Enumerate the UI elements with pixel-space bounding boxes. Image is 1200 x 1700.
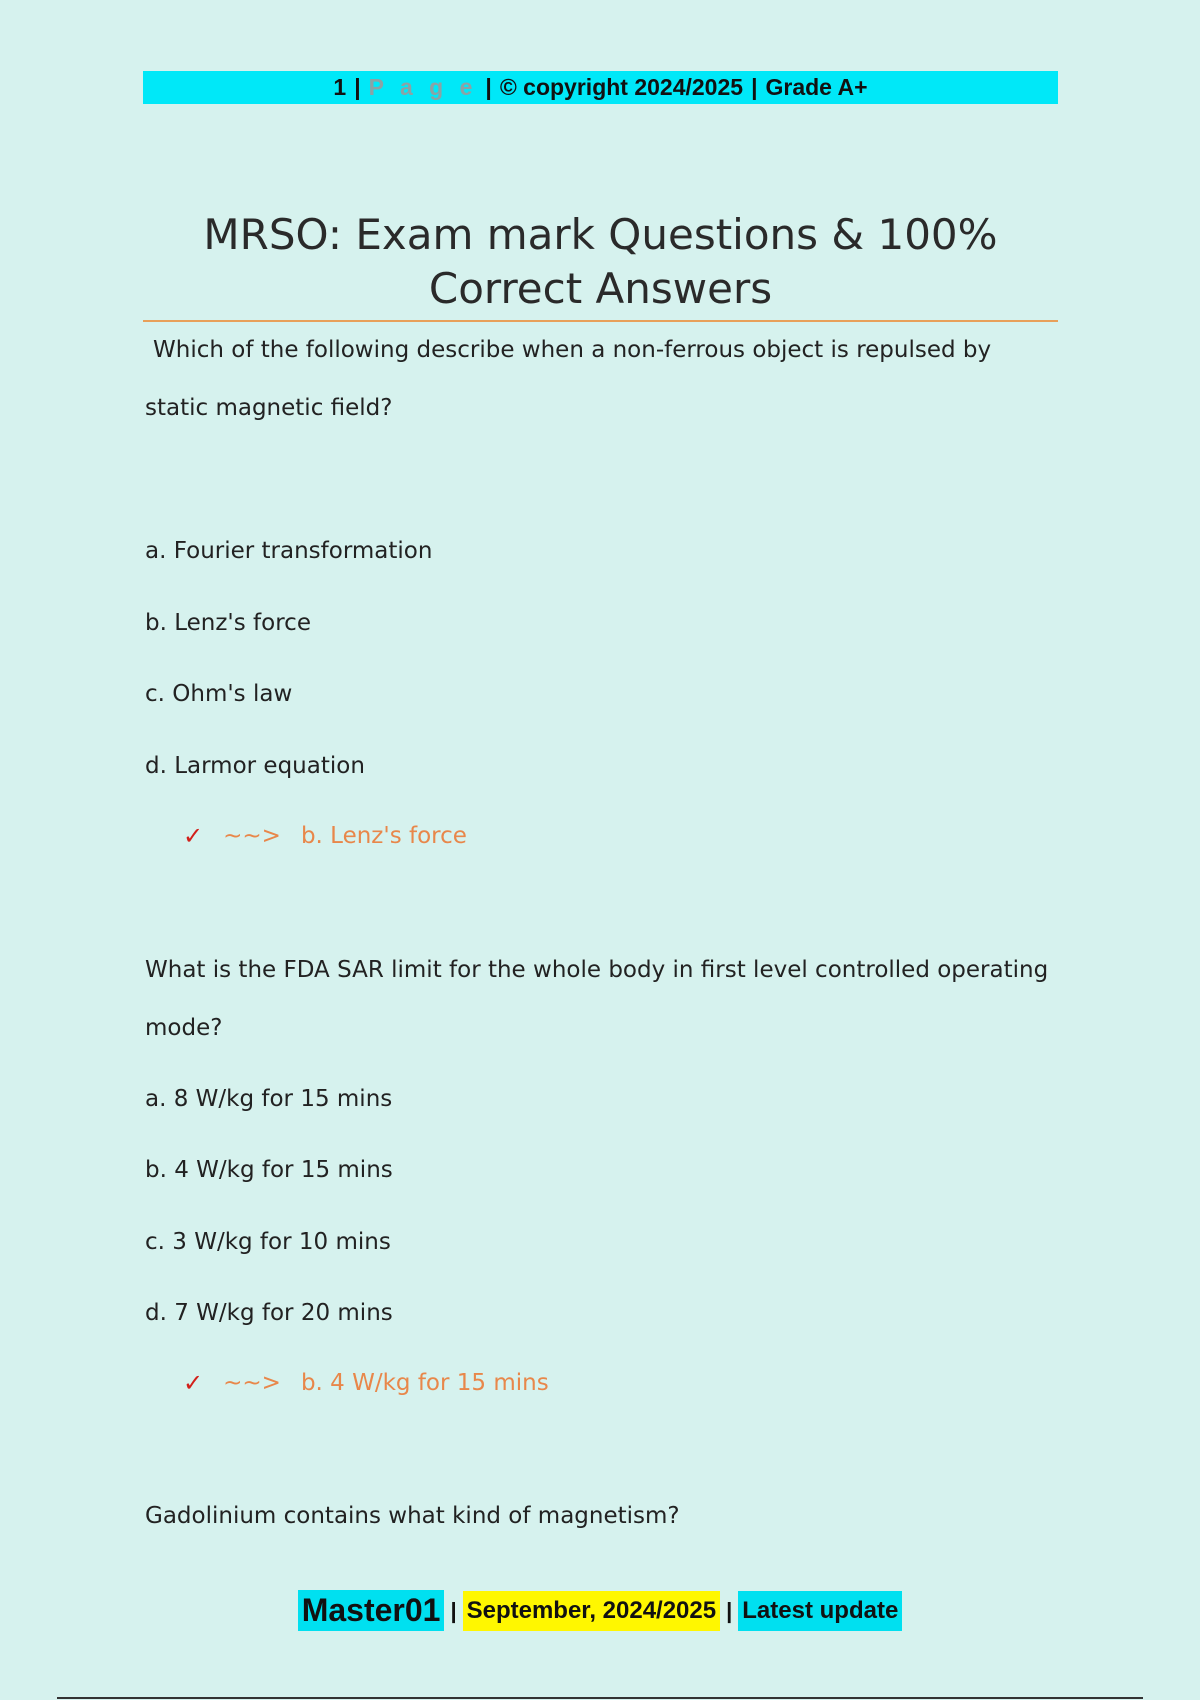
arrow-icon: ~~>: [223, 1370, 281, 1396]
question-2-option-d: d. 7 W/kg for 20 mins: [145, 1300, 393, 1326]
check-icon: ✓: [183, 822, 204, 850]
check-icon: ✓: [183, 1369, 204, 1397]
grade-text: Grade A+: [765, 74, 868, 100]
copyright-text: © copyright 2024/2025: [499, 74, 744, 100]
footer-separator: |: [450, 1597, 457, 1623]
page-number: 1: [333, 74, 347, 100]
header-separator: |: [354, 74, 361, 100]
answer-text: b. Lenz's force: [300, 823, 467, 849]
page-header-bar: [143, 71, 1058, 104]
bottom-divider: [57, 1697, 1143, 1699]
answer-text: b. 4 W/kg for 15 mins: [300, 1370, 549, 1396]
question-2-option-b: b. 4 W/kg for 15 mins: [145, 1157, 393, 1183]
footer-separator: |: [726, 1597, 733, 1623]
question-1-answer: [183, 822, 467, 850]
document-title: [143, 208, 1058, 316]
title-line-1: MRSO: Exam mark Questions & 100%: [203, 210, 998, 259]
question-1-option-d: d. Larmor equation: [145, 753, 365, 779]
page-word: P a g e: [368, 74, 478, 100]
page-footer: [0, 1590, 1200, 1631]
question-1-option-b: b. Lenz's force: [145, 610, 311, 636]
header-separator: |: [751, 74, 758, 100]
footer-brand: Master01: [298, 1590, 445, 1631]
question-2-answer: [183, 1369, 549, 1397]
question-1-option-c: c. Ohm's law: [145, 681, 293, 707]
question-3-text: Gadolinium contains what kind of magnetism?: [145, 1503, 680, 1529]
question-1-option-a: a. Fourier transformation: [145, 538, 433, 564]
question-2-option-a: a. 8 W/kg for 15 mins: [145, 1086, 393, 1112]
arrow-icon: ~~>: [223, 823, 281, 849]
title-line-2: Correct Answers: [428, 264, 773, 313]
header-separator: |: [485, 74, 492, 100]
footer-latest-update: Latest update: [738, 1591, 902, 1631]
question-1-text: Which of the following describe when a non-ferrous object is repulsed by static magnetic field?: [145, 337, 992, 421]
question-2-option-c: c. 3 W/kg for 10 mins: [145, 1229, 391, 1255]
footer-date: September, 2024/2025: [463, 1591, 721, 1631]
question-2-text: What is the FDA SAR limit for the whole body in first level controlled operating mode?: [145, 957, 1049, 1041]
